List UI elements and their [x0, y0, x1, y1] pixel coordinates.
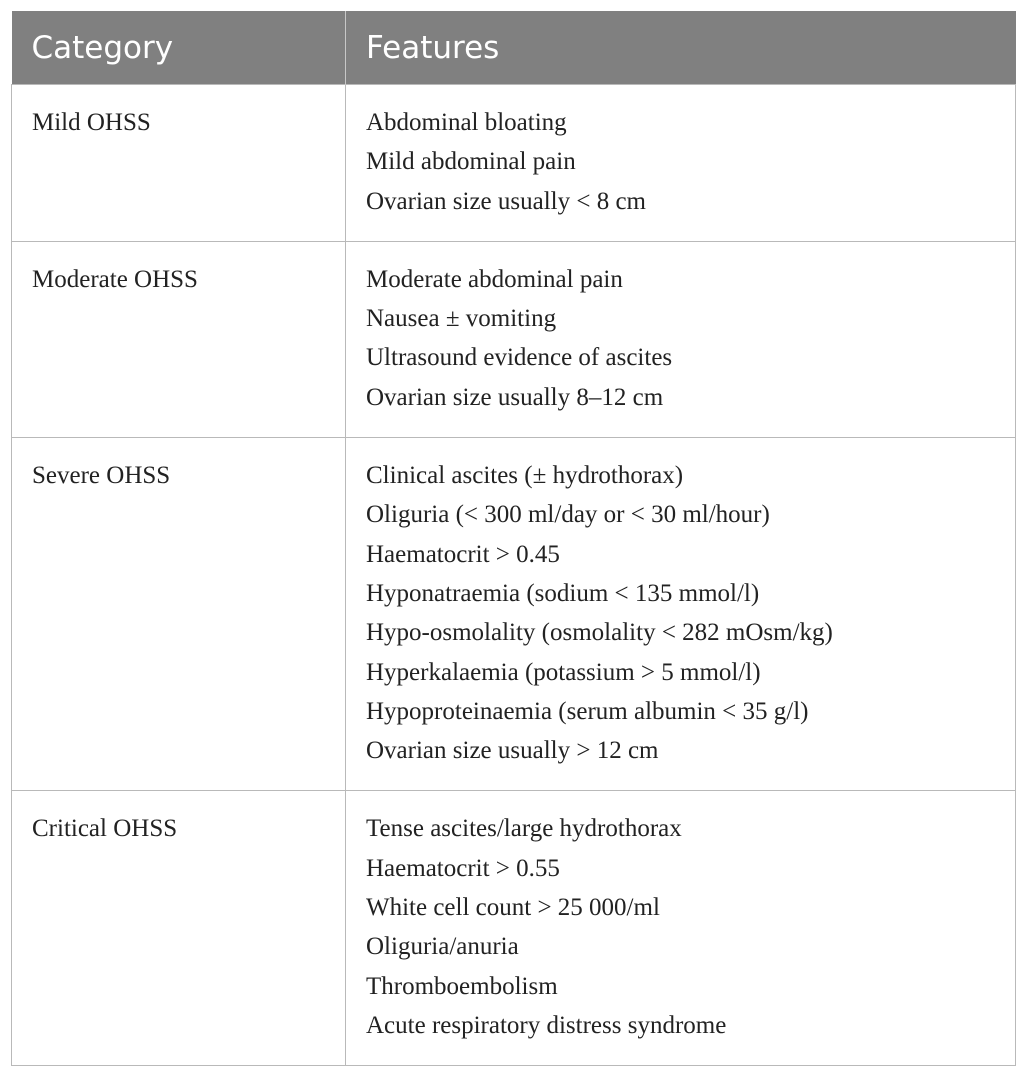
- feature-item: Oliguria/anuria: [366, 933, 519, 961]
- feature-item: Mild abdominal pain: [366, 148, 576, 176]
- category-cell: Critical OHSS: [12, 791, 346, 1066]
- table-row-moderate: [12, 241, 1016, 437]
- feature-item: Ovarian size usually < 8 cm: [366, 187, 646, 215]
- feature-item: Hyponatraemia (sodium < 135 mmol/l): [366, 579, 760, 607]
- feature-item: White cell count > 25 000/ml: [366, 894, 660, 922]
- features-cell: [346, 241, 1016, 437]
- feature-item: Abdominal bloating: [366, 109, 567, 136]
- feature-item: Ovarian size usually > 12 cm: [366, 737, 659, 765]
- feature-item: Acute respiratory distress syndrome: [366, 1011, 727, 1039]
- feature-item: Thromboembolism: [366, 972, 558, 1000]
- category-cell: Severe OHSS: [12, 438, 346, 791]
- features-cell: [346, 791, 1016, 1066]
- table-header-row: [12, 11, 1016, 85]
- feature-item: Hypoproteinaemia (serum albumin < 35 g/l): [366, 697, 809, 725]
- features-column-header: Features: [346, 11, 1016, 85]
- feature-item: Haematocrit > 0.45: [366, 540, 560, 568]
- category-cell: Moderate OHSS: [12, 241, 346, 437]
- table-row-critical: [12, 791, 1016, 1066]
- category-column-header: Category: [12, 11, 346, 85]
- category-cell: Mild OHSS: [12, 85, 346, 242]
- feature-item: Clinical ascites (± hydrothorax): [366, 462, 684, 490]
- feature-item: Nausea ± vomiting: [366, 305, 557, 333]
- ohss-classification-table: [11, 11, 1016, 1066]
- feature-item: Hyperkalaemia (potassium > 5 mmol/l): [366, 658, 761, 686]
- features-cell: [346, 85, 1016, 242]
- table-row-severe: [12, 438, 1016, 791]
- features-cell: [346, 438, 1016, 791]
- feature-item: Moderate abdominal pain: [366, 265, 623, 293]
- feature-item: Hypo-osmolality (osmolality < 282 mOsm/kg): [366, 619, 833, 647]
- feature-item: Ultrasound evidence of ascites: [366, 344, 673, 372]
- feature-item: Oliguria (< 300 ml/day or < 30 ml/hour): [366, 501, 770, 529]
- feature-item: Haematocrit > 0.55: [366, 854, 560, 882]
- feature-item: Ovarian size usually 8–12 cm: [366, 383, 664, 411]
- feature-item: Tense ascites/large hydrothorax: [366, 815, 682, 843]
- table-row-mild: [12, 85, 1016, 242]
